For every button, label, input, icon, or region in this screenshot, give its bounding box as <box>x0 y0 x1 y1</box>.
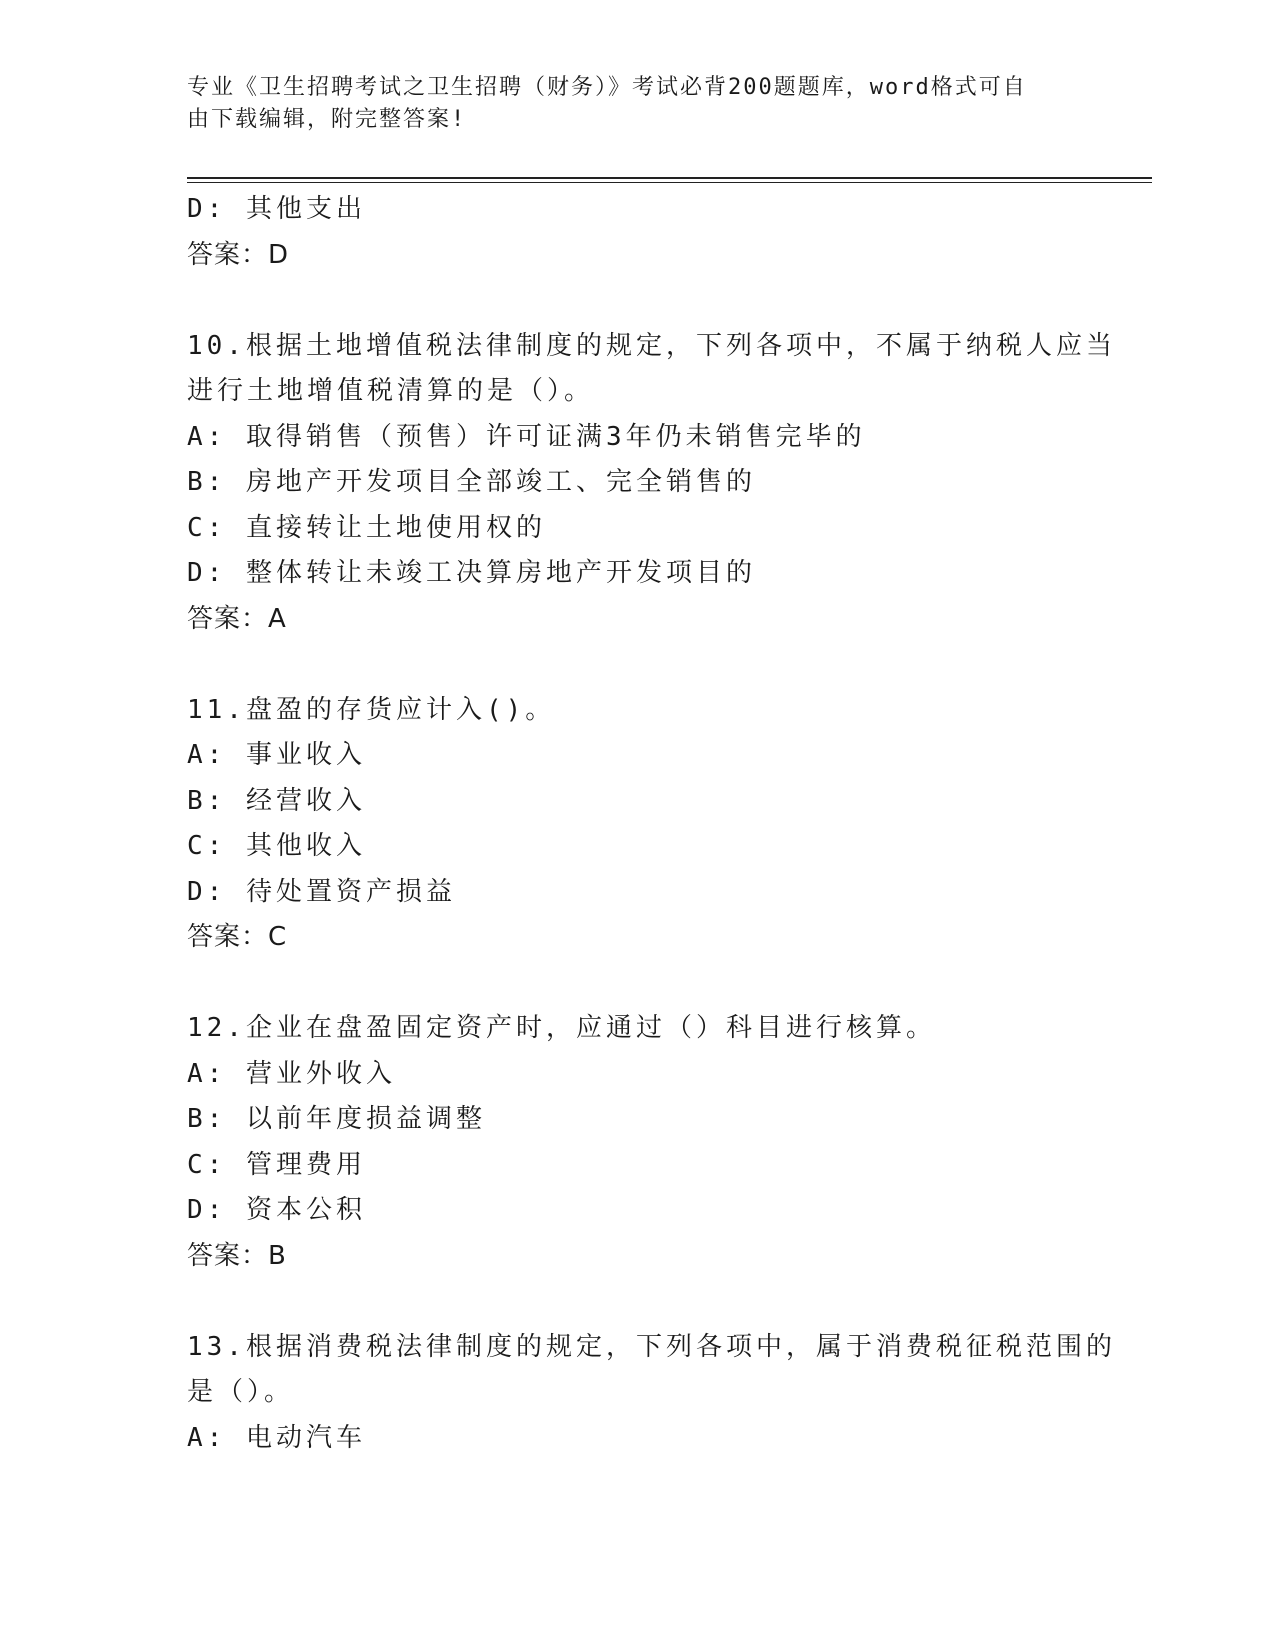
header-divider-thin <box>187 182 1152 183</box>
document-body <box>187 187 1116 1461</box>
answer-line: 答案：D <box>187 239 290 270</box>
spacer <box>187 278 1087 324</box>
question-stem: 10.根据土地增值税法律制度的规定，下列各项中，不属于纳税人应当 <box>187 330 1116 361</box>
option-d: D: 整体转让未竣工决算房地产开发项目的 <box>187 558 756 588</box>
option-b: B: 以前年度损益调整 <box>187 1104 486 1134</box>
option-a: A: 营业外收入 <box>187 1058 396 1089</box>
question-stem-continued: 进行土地增值税清算的是（）。 <box>187 376 595 406</box>
option-d: D: 待处置资产损益 <box>187 876 456 907</box>
option-b: B: 房地产开发项目全部竣工、完全销售的 <box>187 467 756 497</box>
question-stem: 13.根据消费税法律制度的规定，下列各项中，属于消费税征税范围的 <box>187 1331 1116 1362</box>
option-a: A: 电动汽车 <box>187 1422 366 1453</box>
answer-line: 答案：C <box>187 922 288 952</box>
document-header <box>187 72 1067 136</box>
question-block-13 <box>187 1325 1116 1462</box>
option-c: C: 管理费用 <box>187 1149 366 1180</box>
spacer <box>187 1279 1087 1325</box>
question-stem-continued: 是（）。 <box>187 1377 295 1407</box>
question-block-prev <box>187 187 1087 278</box>
question-block-10 <box>187 324 1116 643</box>
question-stem: 12.企业在盘盈固定资产时，应通过（）科目进行核算。 <box>187 1013 936 1043</box>
option-a: A: 事业收入 <box>187 740 366 770</box>
option-b: B: 经营收入 <box>187 785 366 816</box>
option-d: D: 其他支出 <box>187 194 366 224</box>
option-c: C: 其他收入 <box>187 831 366 861</box>
question-block-12 <box>187 1006 1087 1279</box>
option-c: C: 直接转让土地使用权的 <box>187 512 546 543</box>
header-line-2: 由下载编辑，附完整答案! <box>187 107 467 132</box>
answer-line: 答案：B <box>187 1240 287 1271</box>
header-divider-thick <box>187 177 1152 179</box>
spacer <box>187 961 1087 1007</box>
option-a: A: 取得销售（预售）许可证满3年仍未销售完毕的 <box>187 421 866 452</box>
question-block-11 <box>187 688 1087 961</box>
option-d: D: 资本公积 <box>187 1195 366 1225</box>
header-line-1: 专业《卫生招聘考试之卫生招聘（财务）》考试必背200题题库，word格式可自 <box>187 75 1027 100</box>
spacer <box>187 642 1087 688</box>
answer-line: 答案：A <box>187 603 287 634</box>
question-stem: 11.盘盈的存货应计入()。 <box>187 694 556 725</box>
